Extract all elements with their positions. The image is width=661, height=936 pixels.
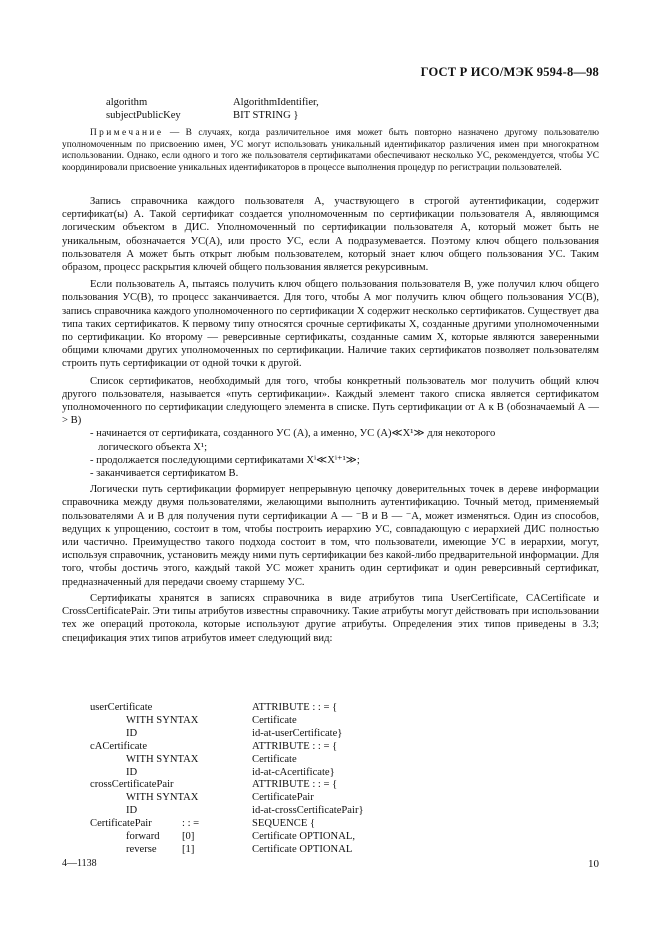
paragraph-2: Если пользователь А, пытаясь получить ключ общего пользования пользователя В, уже получил ключ общего пользования УС(В), то процесс заканчивается. Для того, чтобы А мог получить ключ общего пользования УС(В), запись справочника каждого уполномоченного по сертификации Х содержит несколько сертификатов. Существует два типа таких сертификатов. К первому типу относятся срочные сертификаты Х, созданные другими уполномоченными по сертификации. Ко второму — реверсивные сертификаты, созданные самим Х, которые являются заверенными общими ключами других уполномоченных по сертификации. Наличие таких сертификатов позволяет пользователям строить путь сертификации от одной точки к другой.: [62, 279, 599, 370]
bullet-1: - начинается от сертификата, созданного УС (А), а именно, УС (А)≪X¹≫ для некоторого: [90, 428, 496, 440]
def-row-4-col-b: WITH SYNTAX: [126, 753, 199, 765]
paragraph-4: Логически путь сертификации формирует непрерывную цепочку доверительных точек в дереве информации справочника между двумя пользователями, желающими выполнить аутентификацию. Точный метод, применяемый пользователями А и В для получения пути сертификации А — ⁻В и В — ⁻А, может изменяться. Один из способов, ведущих к упрощению, состоит в том, чтобы построить иерархию УС, совпадающую с иерархией ДИС полностью или частично. Преимущество такого подхода состоит в том, что пользователи, имеющие УС в иерархии, могут, используя справочник, установить между ними путь сертификации без какой-либо предварительной информации. Для того, чтобы достичь этого, каждый такой УС может хранить один сертификат и один реверсивный сертификат, предназначенный для передачи своему старшему УС.: [62, 484, 599, 588]
document-header: ГОСТ Р ИСО/МЭК 9594-8—98: [420, 65, 599, 79]
def-algorithm-name: algorithm: [106, 97, 148, 108]
def-row-4-col-c: Certificate: [252, 753, 297, 765]
def-row-0-col-a: userCertificate: [90, 702, 153, 713]
def-row-11-col-a: reverse: [126, 843, 157, 855]
def-key-type: BIT STRING }: [233, 110, 299, 121]
def-row-3-col-c: ATTRIBUTE : : = {: [252, 740, 338, 752]
def-row-7-col-c: CertificatePair: [252, 792, 314, 804]
def-algorithm-type: AlgorithmIdentifier,: [233, 97, 319, 108]
bullet-1-cont: логического объекта X¹;: [98, 441, 208, 453]
def-row-6-col-a: crossCertificatePair: [90, 779, 174, 791]
note-block: [62, 128, 599, 174]
def-row-0-col-c: ATTRIBUTE : : = {: [252, 702, 338, 713]
def-row-9-col-c: SEQUENCE {: [252, 818, 316, 830]
paragraph-5: Сертификаты хранятся в записях справочника в виде атрибутов типа UserCertificate, CACertificate и CrossCertificatePair. Эти типы атрибутов известны справочнику. Такие атрибуты могут действовать при использовании тех же операций протокола, которые используют другие атрибуты. Определения этих типов приведены в 3.3; спецификация этих типов атрибутов имеет следующий вид:: [62, 592, 599, 644]
def-row-7-col-b: WITH SYNTAX: [126, 792, 199, 804]
def-row-9-col-b: : : =: [182, 818, 200, 830]
paragraph-3: Список сертификатов, необходимый для того, чтобы конкретный пользователь мог получить общий ключ другого пользователя, называется «путь сертификации». Каждый элемент такого списка является сертификатом уполномоченного по сертификации следующего элемента в списке. Путь сертификации от А к В (обозначаемый А —> В): [62, 375, 599, 427]
def-row-3-col-a: cACertificate: [90, 740, 148, 752]
def-row-5-col-c: id-at-cAcertificate}: [252, 766, 335, 778]
def-row-8-col-b: ID: [126, 805, 138, 817]
def-row-1-col-b: WITH SYNTAX: [126, 714, 199, 726]
body-text: [62, 195, 599, 645]
def-row-5-col-b: ID: [126, 766, 138, 778]
def-row-10-col-c: Certificate OPTIONAL,: [252, 831, 355, 842]
def-row-11-col-b: [1]: [182, 843, 195, 855]
def-key-name: subjectPublicKey: [106, 110, 181, 121]
bullet-2: - продолжается последующими сертификатами Xⁱ≪Xⁱ⁺¹≫;: [90, 454, 360, 466]
def-row-1-col-c: Certificate: [252, 714, 297, 726]
note-text: — В случаях, когда различительное имя может быть повторно назначено другому пользователю уполномоченным по присвоению имен, УС могут использовать уникальный идентификатор различения имен при многократном использовании. Однако, если одного и того же пользователя сертификатами обеспечивают несколько УС, рекомендуется, чтобы УС координировали присвоение уникальных идентификаторов в процессе выполнения процедур по регистрации пользователей.: [62, 128, 599, 173]
footer-code: 4—1138: [62, 858, 97, 869]
def-row-10-col-a: forward: [126, 831, 160, 842]
def-row-10-col-b: [0]: [182, 831, 195, 842]
def-row-8-col-c: id-at-crossCertificatePair}: [252, 805, 364, 817]
def-row-11-col-c: Certificate OPTIONAL: [252, 843, 353, 855]
note-label: Примечание: [90, 128, 164, 138]
def-row-6-col-c: ATTRIBUTE : : = {: [252, 779, 338, 791]
paragraph-1: Запись справочника каждого пользователя А, участвующего в строгой аутентификации, содержит сертификат(ы) А. Такой сертификат создается уполномоченным по сертификации пользователя А, являющимся логическим объектом в ДИС. Уполномоченный по сертификации пользователя А, который может быть не уникальным, обозначается УС(А), или просто УС, если А подразумевается. Поэтому ключ общего пользования пользователя А может быть открыт любым пользователем, который знает ключ общего пользования УС. Таким образом, процесс раскрытия ключей общего пользования является рекурсивным.: [62, 196, 599, 274]
def-row-2-col-b: ID: [126, 727, 138, 739]
bullet-3: - заканчивается сертификатом В.: [90, 468, 239, 480]
def-row-9-col-a: CertificatePair: [90, 818, 152, 830]
def-row-2-col-c: id-at-userCertificate}: [252, 727, 343, 739]
page-number: 10: [588, 858, 599, 870]
